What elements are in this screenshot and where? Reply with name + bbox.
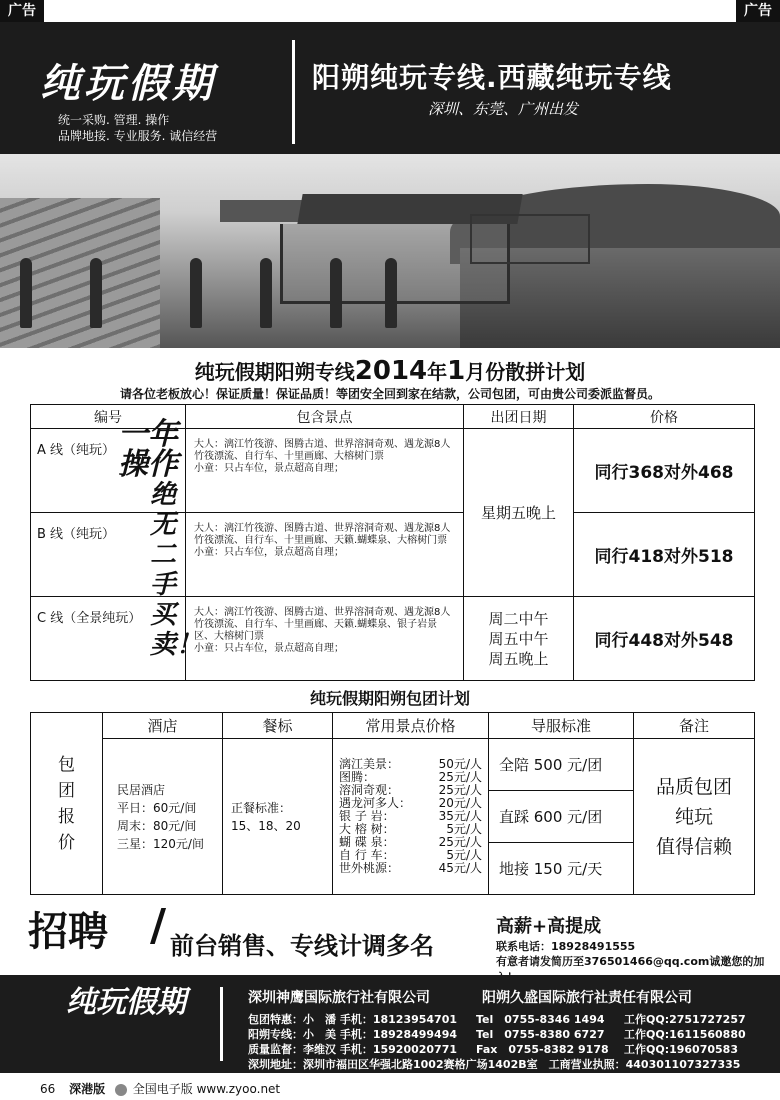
contact-qq: 工作QQ:196070583 (624, 1043, 738, 1056)
child-note: 小童：只占车位，景点超高自理； (194, 547, 344, 558)
spot-name: 大 榕 树： (339, 822, 395, 836)
globe-icon (115, 1084, 127, 1096)
page-number: 66 (40, 1082, 56, 1096)
spot-price: 20元/人 (438, 796, 482, 810)
brand-sub-line: 统一采购. 管理. 操作 (58, 113, 170, 127)
footer-divider (220, 987, 223, 1061)
group-quote-char: 团 (58, 780, 75, 801)
remark-line: 值得信赖 (655, 835, 732, 858)
remark-line: 品质包团 (655, 775, 732, 798)
address-row: 深圳地址：深圳市福田区华强北路1002赛格广场1402B室 工商营业执照：440301107327335 (248, 1058, 741, 1071)
edition-label: 深港版 (69, 1082, 106, 1096)
hotel-cell (103, 739, 223, 895)
departure-cities: 深圳、东莞、广州出发 (428, 100, 579, 118)
plan-title-month: 1 (447, 356, 466, 386)
brand-logo: 纯玩假期 (40, 60, 216, 107)
column-header: 酒店 (103, 713, 223, 739)
adult-spots: 大人：漓江竹筏游、图腾古道、世界溶洞奇观、遇龙源8人竹筏漂流、自行车、十里画廊、天籁.蝴蝶泉、银子岩景区、大榕树门票 (194, 607, 451, 642)
contact-fax: Fax 0755-8382 9178 (476, 1043, 609, 1056)
plan-title-year: 2014 (354, 356, 428, 386)
stamp-no-resale: 绝无二手买卖！ (150, 480, 203, 660)
plan-note: 请各位老板放心！保证质量！保证品质！等团安全回到家在结款，公司包团，可由贵公司委派监督员。 (119, 387, 660, 401)
route-spots (186, 429, 464, 513)
photo-raft-deck (470, 214, 590, 264)
guide-standard: 地接 150 元/天 (489, 843, 634, 895)
recruit-slash: / (150, 900, 167, 951)
contact-qq: 工作QQ:2751727257 (624, 1013, 746, 1026)
spot-price-row (339, 862, 482, 875)
route-code: B 线（纯玩） (31, 513, 186, 597)
photo-person (330, 258, 342, 328)
brand-sub-line: 品牌地接. 专业服务. 诚信经营 (58, 129, 218, 143)
group-quote-label (31, 713, 103, 895)
spot-name: 漓江美景： (339, 757, 400, 771)
spot-name: 自 行 车： (339, 848, 395, 862)
ad-tag-left: 广告 (0, 0, 44, 22)
route-code: A 线（纯玩） (31, 429, 186, 513)
child-note: 小童：只占车位，景点超高自理； (194, 463, 344, 474)
footer-brand-logo: 纯玩假期 (66, 985, 186, 1020)
footer-band (0, 975, 780, 1073)
group-quote-char: 包 (58, 754, 75, 775)
recruit-title: 招聘 (28, 908, 108, 955)
photo-person (260, 258, 272, 328)
plan-title-text: 月份散拼计划 (465, 360, 586, 384)
meal-cell (223, 739, 333, 895)
photo-person (20, 258, 32, 328)
plan-title-text: 纯玩假期阳朔专线 (194, 360, 355, 384)
route-price: 同行368对外468 (574, 429, 755, 513)
spot-name: 蝴 碟 泉： (339, 835, 395, 849)
brand-subtitle (58, 112, 217, 144)
header-divider (292, 40, 295, 144)
recruit-phone: 联系电话：18928491555 (496, 940, 636, 953)
contact-row (248, 1011, 746, 1027)
photo-person (385, 258, 397, 328)
spot-name: 遇龙河多人： (339, 796, 412, 810)
photo-raft-roof (220, 200, 310, 222)
spot-price: 25元/人 (438, 770, 482, 784)
company-name: 深圳神鹰国际旅行社有限公司 (248, 990, 430, 1006)
departure-time: 周二中午 (488, 609, 549, 628)
remark-line: 纯玩 (674, 805, 713, 828)
group-plan-title: 纯玩假期阳朔包团计划 (309, 689, 470, 708)
hotel-line: 三星：120元/间 (117, 836, 204, 851)
contact-person: 包团特惠：小 潘 手机：18123954701 (248, 1013, 458, 1026)
spot-price: 5元/人 (446, 822, 482, 836)
contact-person: 阳朔专线：小 美 手机：18928499494 (248, 1028, 458, 1041)
group-quote-char: 价 (58, 832, 75, 853)
contact-row (248, 1026, 746, 1042)
column-header: 常用景点价格 (333, 713, 489, 739)
ad-tag-right: 广告 (736, 0, 780, 22)
route-price: 同行418对外518 (574, 513, 755, 597)
header-band (0, 22, 780, 154)
departure-time: 周五晚上 (488, 649, 549, 668)
column-header: 出团日期 (464, 405, 574, 429)
headline: 阳朔纯玩专线.西藏纯玩专线 (312, 61, 672, 94)
route-spots (186, 513, 464, 597)
contact-qq: 工作QQ:1611560880 (624, 1028, 746, 1041)
stamp-one-year: 一年操作 (118, 417, 178, 482)
hotel-line: 民居酒店 (117, 782, 166, 797)
spot-price: 50元/人 (438, 757, 482, 771)
departure-date: 星期五晚上 (464, 429, 574, 597)
adult-spots: 大人：漓江竹筏游、图腾古道、世界溶洞奇观、遇龙源8人竹筏漂流、自行车、十里画廊、天籁.蝴蝶泉、大榕树门票 (194, 523, 451, 546)
remark-cell (634, 739, 755, 895)
spot-price: 25元/人 (438, 783, 482, 797)
contact-person: 质量监督：李维汉 手机：15920020771 (248, 1043, 458, 1056)
plan-title-text: 年 (427, 360, 448, 384)
spot-name: 溶洞奇观： (339, 783, 400, 797)
table-header-row (31, 713, 755, 739)
river-raft-photo (0, 154, 780, 348)
spot-name: 图腾： (339, 770, 376, 784)
route-price: 同行448对外548 (574, 597, 755, 681)
recruit-pay: 高薪+高提成 (496, 916, 602, 937)
group-plan-table (30, 712, 755, 895)
recruit-email: 有意者请发简历至376501466@qq.com诚邀您的加 (496, 955, 765, 968)
table-row (31, 513, 755, 597)
column-header: 包含景点 (186, 405, 464, 429)
column-header: 餐标 (223, 713, 333, 739)
contact-tel: Tel 0755-8346 1494 (476, 1013, 605, 1026)
column-header: 导服标准 (489, 713, 634, 739)
page-footer (40, 1080, 280, 1097)
child-note: 小童：只占车位，景点超高自理； (194, 643, 344, 654)
route-code: C 线（全景纯玩） (31, 597, 186, 681)
photo-person (90, 258, 102, 328)
group-quote-char: 报 (58, 806, 75, 827)
departure-time: 周五中午 (488, 629, 549, 648)
company-name: 阳朔久盛国际旅行社责任有限公司 (482, 990, 692, 1006)
hotel-line: 平日：60元/间 (117, 800, 197, 815)
photo-person (190, 258, 202, 328)
plan-title (0, 356, 780, 386)
spot-price-cell (333, 739, 489, 895)
spot-price: 35元/人 (438, 809, 482, 823)
table-row (31, 597, 755, 681)
guide-standard: 直踩 600 元/团 (489, 791, 634, 843)
hotel-line: 周末：80元/间 (117, 818, 197, 833)
column-header: 备注 (634, 713, 755, 739)
recruit-positions: 前台销售、专线计调多名 (170, 932, 434, 960)
meal-line: 正餐标准： (231, 800, 292, 815)
column-header: 价格 (574, 405, 755, 429)
departure-date (464, 597, 574, 681)
adult-spots: 大人：漓江竹筏游、图腾古道、世界溶洞奇观、遇龙源8人竹筏漂流、自行车、十里画廊、大榕树门票 (194, 439, 451, 462)
contact-tel: Tel 0755-8380 6727 (476, 1028, 605, 1041)
table-row (31, 739, 755, 791)
website-link[interactable]: 全国电子版 www.zyoo.net (132, 1082, 281, 1096)
spot-price: 45元/人 (438, 861, 482, 875)
route-spots (186, 597, 464, 681)
spot-price: 25元/人 (438, 835, 482, 849)
guide-standard: 全陪 500 元/团 (489, 739, 634, 791)
meal-line: 15、18、20 (231, 818, 301, 833)
spot-name: 银 子 岩： (339, 809, 395, 823)
contact-row (248, 1041, 738, 1057)
spot-name: 世外桃源： (339, 861, 400, 875)
spot-price: 5元/人 (446, 848, 482, 862)
column-header: 编号 (31, 405, 186, 429)
